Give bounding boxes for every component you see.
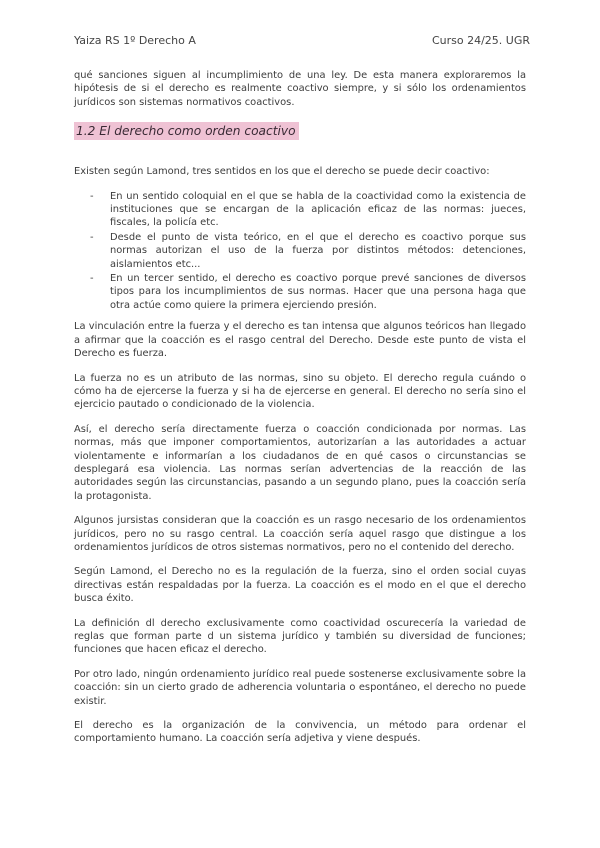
body-paragraph: Algunos jursistas consideran que la coacción es un rasgo necesario de los ordenamientos jurídicos, pero no su rasgo central. La coacción sería aquel rasgo que distingue a los ordenamientos jurídicos de otros sistemas normativos, pero no el contenido del derecho. [74, 515, 526, 553]
header-course: Curso 24/25. UGR [431, 34, 530, 47]
body-paragraph: La vinculación entre la fuerza y el derecho es tan intensa que algunos teóricos han llegado a afirmar que la coacción es el rasgo central del Derecho. Desde este punto de vista el Derecho es fuerza. [74, 321, 526, 360]
list-item-text: En un tercer sentido, el derecho es coactivo porque prevé sanciones de diversos tipos para los incumplimientos de sus normas. Hacer que una persona haga que otra actúe como quiere la primera ejerciendo presión. [110, 273, 526, 311]
body-paragraph: Por otro lado, ningún ordenamiento jurídico real puede sostenerse exclusivamente sobre la coacción: sin un cierto grado de adherencia voluntaria o espontáneo, el derecho no puede existir. [74, 668, 526, 707]
dash-marker: - [90, 273, 94, 285]
header-author: Yaiza RS 1º Derecho A [74, 34, 196, 47]
list-item [74, 272, 526, 312]
intro-paragraph: qué sanciones siguen al incumplimiento de una ley. De esta manera exploraremos la hipótesis de si el derecho es realmente coactivo siempre, y si sólo los ordenamientos jurídicos son sistemas normativos coactivos. [74, 70, 526, 108]
document-body [74, 69, 526, 757]
dash-marker: - [90, 190, 94, 202]
body-paragraph: La definición dl derecho exclusivamente como coactividad oscurecería la variedad de reglas que forman parte d un sistema jurídico y también su diversidad de funciones; funciones que hacen eficaz el derecho. [74, 617, 526, 656]
list-item [74, 231, 526, 271]
list-item [74, 190, 526, 230]
list-item-text: Desde el punto de vista teórico, en el que el derecho es coactivo porque sus normas autorizan el uso de la fuerza por distintos métodos: detenciones, aislamientos etc... [110, 231, 526, 270]
dash-marker: - [90, 231, 94, 243]
body-paragraph: Según Lamond, el Derecho no es la regulación de la fuerza, sino el orden social cuyas directivas están respaldadas por la fuerza. La coacción es el modo en el que el derecho busca éxito. [74, 566, 526, 605]
list-item-text: En un sentido coloquial en el que se habla de la coactividad como la existencia de instituciones que se encargan de la aplicación eficaz de las normas: jueces, fiscales, la policía etc. [110, 190, 526, 229]
section-title: 1.2 El derecho como orden coactivo [74, 122, 299, 140]
body-paragraph: El derecho es la organización de la convivencia, un método para ordenar el comportamiento humano. La coacción sería adjetiva y viene después. [74, 720, 526, 745]
body-paragraph: Así, el derecho sería directamente fuerza o coacción condicionada por normas. Las normas, más que imponer comportamientos, autorizarían a las autoridades a actuar violentamente e informarían a los ciudadanos de en qué casos o circunstancias se desplegará esa violencia. Las normas serían advertencias de la reacción de las autoridades según las circunstancias, pasando a un segundo plano, pues la coacción sería la protagonista. [74, 423, 526, 502]
lead-paragraph: Existen según Lamond, tres sentidos en los que el derecho se puede decir coactivo: [74, 166, 490, 178]
body-paragraph: La fuerza no es un atributo de las normas, sino su objeto. El derecho regula cuándo o cómo ha de ejercerse la fuerza y si ha de ejercerse en general. El derecho no sería sino el ejercicio pautado o condicionado de la violencia. [74, 372, 526, 411]
page-header [74, 34, 530, 47]
bullet-list [74, 190, 526, 313]
